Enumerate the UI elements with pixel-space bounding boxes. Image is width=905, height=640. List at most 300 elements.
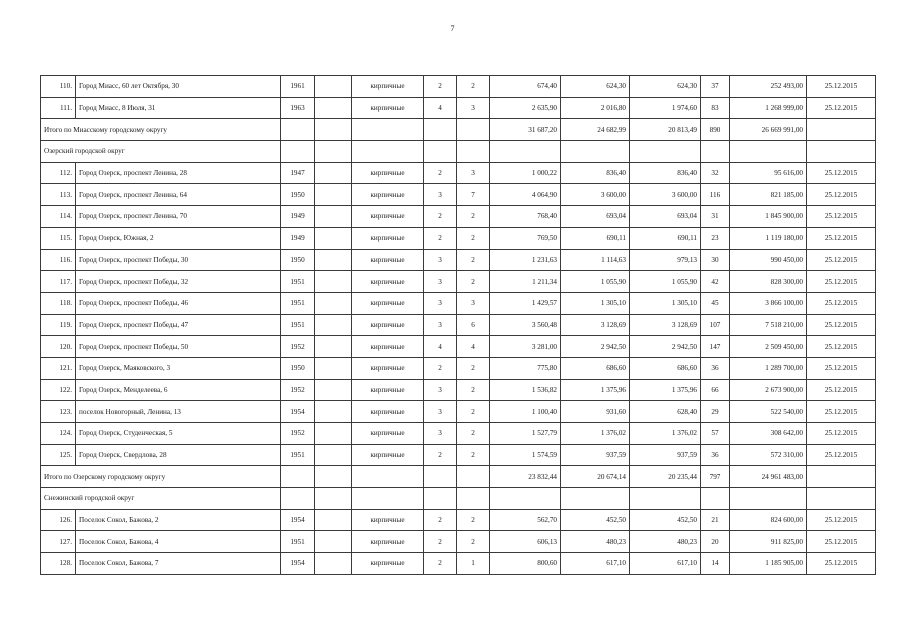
entrances-cell: 6: [457, 314, 490, 336]
material-cell: кирпичные: [352, 292, 424, 314]
date-cell: 25.12.2015: [807, 206, 876, 228]
year-cell: 1952: [281, 423, 315, 445]
date-cell: 25.12.2015: [807, 531, 876, 553]
date-cell: 25.12.2015: [807, 553, 876, 575]
cost-cell: 821 185,00: [730, 184, 807, 206]
material-cell: кирпичные: [352, 336, 424, 358]
blank-cell: [315, 119, 352, 141]
total-area-cell: 1 574,59: [490, 444, 561, 466]
area-b-cell: 1 974,60: [630, 97, 701, 119]
blank-cell: [490, 141, 561, 163]
area-b-cell: 979,13: [630, 249, 701, 271]
blank-cell: [457, 466, 490, 488]
area-b-cell: 3 600,00: [630, 184, 701, 206]
address-cell: Город Озерск, проспект Ленина, 70: [76, 206, 281, 228]
entrances-cell: 2: [457, 271, 490, 293]
date-cell: 25.12.2015: [807, 401, 876, 423]
area-a-cell: 1 055,90: [561, 271, 630, 293]
residents-cell: 23: [701, 227, 730, 249]
year-cell: 1950: [281, 184, 315, 206]
area-a-cell: 3 128,69: [561, 314, 630, 336]
address-cell: Город Миасс, 8 Июля, 31: [76, 97, 281, 119]
year-cell: 1949: [281, 206, 315, 228]
blank-cell: [315, 466, 352, 488]
area-b-cell: 20 813,49: [630, 119, 701, 141]
residents-cell: 21: [701, 509, 730, 531]
area-a-cell: 624,30: [561, 76, 630, 98]
housing-register-table: [40, 75, 876, 575]
total-area-cell: 1 429,57: [490, 292, 561, 314]
cost-cell: 828 300,00: [730, 271, 807, 293]
year-cell: 1952: [281, 336, 315, 358]
residents-cell: 107: [701, 314, 730, 336]
residents-cell: 45: [701, 292, 730, 314]
total-area-cell: 1 527,79: [490, 423, 561, 445]
material-cell: кирпичные: [352, 553, 424, 575]
blank-cell: [730, 488, 807, 510]
area-a-cell: 1 305,10: [561, 292, 630, 314]
blank-cell: [807, 488, 876, 510]
floors-cell: 2: [424, 553, 457, 575]
total-area-cell: 23 832,44: [490, 466, 561, 488]
residents-cell: 30: [701, 249, 730, 271]
year-cell: 1947: [281, 162, 315, 184]
blank-cell: [424, 119, 457, 141]
material-cell: кирпичные: [352, 531, 424, 553]
total-area-cell: 1 536,82: [490, 379, 561, 401]
residents-cell: 83: [701, 97, 730, 119]
area-a-cell: 686,60: [561, 357, 630, 379]
blank-cell: [281, 119, 315, 141]
material-cell: кирпичные: [352, 423, 424, 445]
year-cell: 1950: [281, 357, 315, 379]
district-heading: Озерский городской округ: [41, 141, 281, 163]
table-row: [41, 76, 876, 98]
year-cell: 1951: [281, 531, 315, 553]
blank-cell: [352, 488, 424, 510]
table-row: [41, 357, 876, 379]
row-number: 124.: [41, 423, 76, 445]
blank-cell: [315, 97, 352, 119]
table-row: [41, 292, 876, 314]
address-cell: Город Озерск, проспект Победы, 30: [76, 249, 281, 271]
address-cell: Поселок Сокол, Бажова, 2: [76, 509, 281, 531]
area-a-cell: 836,40: [561, 162, 630, 184]
area-b-cell: 686,60: [630, 357, 701, 379]
cost-cell: 1 268 999,00: [730, 97, 807, 119]
year-cell: 1963: [281, 97, 315, 119]
date-cell: 25.12.2015: [807, 423, 876, 445]
floors-cell: 3: [424, 249, 457, 271]
area-b-cell: 1 305,10: [630, 292, 701, 314]
area-b-cell: 2 942,50: [630, 336, 701, 358]
area-b-cell: 20 235,44: [630, 466, 701, 488]
cost-cell: 522 540,00: [730, 401, 807, 423]
area-a-cell: 24 682,99: [561, 119, 630, 141]
floors-cell: 3: [424, 314, 457, 336]
cost-cell: 2 509 450,00: [730, 336, 807, 358]
address-cell: Город Озерск, проспект Победы, 47: [76, 314, 281, 336]
entrances-cell: 2: [457, 379, 490, 401]
blank-cell: [352, 119, 424, 141]
district-heading: Снежинский городской округ: [41, 488, 281, 510]
floors-cell: 2: [424, 531, 457, 553]
residents-cell: 36: [701, 357, 730, 379]
blank-cell: [630, 488, 701, 510]
residents-cell: 37: [701, 76, 730, 98]
area-b-cell: 690,11: [630, 227, 701, 249]
floors-cell: 2: [424, 444, 457, 466]
date-cell: 25.12.2015: [807, 444, 876, 466]
floors-cell: 2: [424, 76, 457, 98]
year-cell: 1952: [281, 379, 315, 401]
row-number: 112.: [41, 162, 76, 184]
blank-cell: [315, 249, 352, 271]
subtotal-label: Итого по Миасскому городскому округу: [41, 119, 281, 141]
cost-cell: 1 119 180,00: [730, 227, 807, 249]
residents-cell: 66: [701, 379, 730, 401]
year-cell: 1949: [281, 227, 315, 249]
address-cell: Город Озерск, Свердлова, 28: [76, 444, 281, 466]
floors-cell: 2: [424, 357, 457, 379]
residents-cell: 42: [701, 271, 730, 293]
year-cell: 1950: [281, 249, 315, 271]
table-row: [41, 531, 876, 553]
blank-cell: [315, 76, 352, 98]
area-b-cell: 1 375,96: [630, 379, 701, 401]
total-area-cell: 769,50: [490, 227, 561, 249]
entrances-cell: 7: [457, 184, 490, 206]
row-number: 126.: [41, 509, 76, 531]
area-a-cell: 452,50: [561, 509, 630, 531]
address-cell: Город Миасс, 60 лет Октября, 30: [76, 76, 281, 98]
material-cell: кирпичные: [352, 97, 424, 119]
floors-cell: 2: [424, 227, 457, 249]
entrances-cell: 2: [457, 357, 490, 379]
residents-cell: 32: [701, 162, 730, 184]
address-cell: Город Озерск, проспект Ленина, 28: [76, 162, 281, 184]
area-a-cell: 1 375,96: [561, 379, 630, 401]
total-area-cell: 768,40: [490, 206, 561, 228]
year-cell: 1961: [281, 76, 315, 98]
floors-cell: 3: [424, 401, 457, 423]
table-row: [41, 249, 876, 271]
residents-cell: 57: [701, 423, 730, 445]
material-cell: кирпичные: [352, 227, 424, 249]
total-area-cell: 775,80: [490, 357, 561, 379]
total-area-cell: 606,13: [490, 531, 561, 553]
year-cell: 1954: [281, 509, 315, 531]
table-row: [41, 227, 876, 249]
table-row: [41, 509, 876, 531]
cost-cell: 26 669 991,00: [730, 119, 807, 141]
address-cell: Город Озерск, Студенческая, 5: [76, 423, 281, 445]
area-b-cell: 628,40: [630, 401, 701, 423]
cost-cell: 2 673 900,00: [730, 379, 807, 401]
blank-cell: [315, 553, 352, 575]
total-area-cell: 3 560,48: [490, 314, 561, 336]
area-a-cell: 693,04: [561, 206, 630, 228]
area-a-cell: 20 674,14: [561, 466, 630, 488]
blank-cell: [281, 141, 315, 163]
residents-cell: 147: [701, 336, 730, 358]
entrances-cell: 3: [457, 97, 490, 119]
blank-cell: [315, 227, 352, 249]
row-number: 120.: [41, 336, 76, 358]
row-number: 123.: [41, 401, 76, 423]
cost-cell: 1 185 905,00: [730, 553, 807, 575]
blank-cell: [315, 184, 352, 206]
row-number: 110.: [41, 76, 76, 98]
floors-cell: 3: [424, 271, 457, 293]
material-cell: кирпичные: [352, 509, 424, 531]
total-area-cell: 1 100,40: [490, 401, 561, 423]
cost-cell: 911 825,00: [730, 531, 807, 553]
blank-cell: [315, 162, 352, 184]
row-number: 125.: [41, 444, 76, 466]
blank-cell: [315, 509, 352, 531]
cost-cell: 308 642,00: [730, 423, 807, 445]
entrances-cell: 2: [457, 401, 490, 423]
blank-cell: [315, 444, 352, 466]
entrances-cell: 4: [457, 336, 490, 358]
address-cell: Город Озерск, проспект Победы, 46: [76, 292, 281, 314]
row-number: 116.: [41, 249, 76, 271]
floors-cell: 2: [424, 206, 457, 228]
residents-cell: 797: [701, 466, 730, 488]
address-cell: Город Озерск, Маяковского, 3: [76, 357, 281, 379]
residents-cell: 36: [701, 444, 730, 466]
address-cell: Город Озерск, проспект Ленина, 64: [76, 184, 281, 206]
date-cell: 25.12.2015: [807, 379, 876, 401]
date-cell: 25.12.2015: [807, 271, 876, 293]
material-cell: кирпичные: [352, 76, 424, 98]
blank-cell: [315, 141, 352, 163]
residents-cell: 116: [701, 184, 730, 206]
material-cell: кирпичные: [352, 401, 424, 423]
floors-cell: 4: [424, 97, 457, 119]
date-cell: 25.12.2015: [807, 509, 876, 531]
blank-cell: [424, 141, 457, 163]
row-number: 121.: [41, 357, 76, 379]
year-cell: 1954: [281, 401, 315, 423]
table-row: [41, 401, 876, 423]
entrances-cell: 2: [457, 531, 490, 553]
blank-cell: [701, 141, 730, 163]
blank-cell: [315, 423, 352, 445]
table-row: [41, 206, 876, 228]
blank-cell: [457, 119, 490, 141]
area-b-cell: 617,10: [630, 553, 701, 575]
subtotal-row: [41, 466, 876, 488]
row-number: 128.: [41, 553, 76, 575]
entrances-cell: 2: [457, 249, 490, 271]
cost-cell: 1 289 700,00: [730, 357, 807, 379]
address-cell: Поселок Сокол, Бажова, 4: [76, 531, 281, 553]
area-a-cell: 2 016,80: [561, 97, 630, 119]
area-a-cell: 690,11: [561, 227, 630, 249]
blank-cell: [457, 141, 490, 163]
table-row: [41, 184, 876, 206]
entrances-cell: 1: [457, 553, 490, 575]
area-a-cell: 480,23: [561, 531, 630, 553]
row-number: 127.: [41, 531, 76, 553]
cost-cell: 572 310,00: [730, 444, 807, 466]
area-b-cell: 3 128,69: [630, 314, 701, 336]
floors-cell: 2: [424, 162, 457, 184]
row-number: 113.: [41, 184, 76, 206]
material-cell: кирпичные: [352, 162, 424, 184]
area-b-cell: 1 055,90: [630, 271, 701, 293]
table-row: [41, 162, 876, 184]
residents-cell: 14: [701, 553, 730, 575]
blank-cell: [807, 141, 876, 163]
address-cell: поселок Новогорный, Ленина, 13: [76, 401, 281, 423]
total-area-cell: 562,70: [490, 509, 561, 531]
entrances-cell: 3: [457, 162, 490, 184]
area-b-cell: 624,30: [630, 76, 701, 98]
page-number: 7: [450, 24, 455, 33]
material-cell: кирпичные: [352, 444, 424, 466]
total-area-cell: 1 211,34: [490, 271, 561, 293]
blank-cell: [490, 488, 561, 510]
row-number: 122.: [41, 379, 76, 401]
address-cell: Город Озерск, Южная, 2: [76, 227, 281, 249]
cost-cell: 990 450,00: [730, 249, 807, 271]
table-row: [41, 553, 876, 575]
total-area-cell: 4 064,90: [490, 184, 561, 206]
date-cell: 25.12.2015: [807, 184, 876, 206]
material-cell: кирпичные: [352, 357, 424, 379]
area-b-cell: 693,04: [630, 206, 701, 228]
material-cell: кирпичные: [352, 379, 424, 401]
floors-cell: 3: [424, 292, 457, 314]
blank-cell: [281, 488, 315, 510]
row-number: 119.: [41, 314, 76, 336]
entrances-cell: 2: [457, 423, 490, 445]
floors-cell: 2: [424, 509, 457, 531]
subtotal-row: [41, 119, 876, 141]
cost-cell: 3 866 100,00: [730, 292, 807, 314]
residents-cell: 31: [701, 206, 730, 228]
material-cell: кирпичные: [352, 206, 424, 228]
row-number: 118.: [41, 292, 76, 314]
blank-cell: [701, 488, 730, 510]
blank-cell: [630, 141, 701, 163]
residents-cell: 20: [701, 531, 730, 553]
entrances-cell: 2: [457, 206, 490, 228]
row-number: 115.: [41, 227, 76, 249]
blank-cell: [730, 141, 807, 163]
date-cell: 25.12.2015: [807, 97, 876, 119]
address-cell: Город Озерск, проспект Победы, 32: [76, 271, 281, 293]
area-a-cell: 931,60: [561, 401, 630, 423]
date-cell: 25.12.2015: [807, 292, 876, 314]
cost-cell: 824 600,00: [730, 509, 807, 531]
blank-cell: [281, 466, 315, 488]
subtotal-label: Итого по Озерскому городскому округу: [41, 466, 281, 488]
material-cell: кирпичные: [352, 271, 424, 293]
blank-cell: [424, 488, 457, 510]
area-b-cell: 836,40: [630, 162, 701, 184]
date-cell: 25.12.2015: [807, 314, 876, 336]
blank-cell: [315, 379, 352, 401]
cost-cell: 24 961 483,00: [730, 466, 807, 488]
table-row: [41, 336, 876, 358]
entrances-cell: 2: [457, 227, 490, 249]
date-cell: 25.12.2015: [807, 357, 876, 379]
table-row: [41, 379, 876, 401]
area-a-cell: 2 942,50: [561, 336, 630, 358]
cost-cell: 252 493,00: [730, 76, 807, 98]
blank-cell: [561, 488, 630, 510]
total-area-cell: 2 635,90: [490, 97, 561, 119]
material-cell: кирпичные: [352, 249, 424, 271]
table-row: [41, 423, 876, 445]
row-number: 111.: [41, 97, 76, 119]
total-area-cell: 1 000,22: [490, 162, 561, 184]
district-header-row: [41, 488, 876, 510]
area-a-cell: 1 114,63: [561, 249, 630, 271]
floors-cell: 3: [424, 379, 457, 401]
floors-cell: 3: [424, 423, 457, 445]
total-area-cell: 1 231,63: [490, 249, 561, 271]
blank-cell: [424, 466, 457, 488]
material-cell: кирпичные: [352, 184, 424, 206]
floors-cell: 3: [424, 184, 457, 206]
blank-cell: [352, 141, 424, 163]
blank-cell: [315, 357, 352, 379]
row-number: 117.: [41, 271, 76, 293]
table-row: [41, 314, 876, 336]
address-cell: Город Озерск, Менделеева, 6: [76, 379, 281, 401]
blank-cell: [352, 466, 424, 488]
blank-cell: [315, 488, 352, 510]
blank-cell: [807, 119, 876, 141]
blank-cell: [457, 488, 490, 510]
row-number: 114.: [41, 206, 76, 228]
blank-cell: [315, 401, 352, 423]
blank-cell: [315, 531, 352, 553]
date-cell: 25.12.2015: [807, 227, 876, 249]
entrances-cell: 2: [457, 76, 490, 98]
table-row: [41, 271, 876, 293]
blank-cell: [315, 206, 352, 228]
total-area-cell: 31 687,20: [490, 119, 561, 141]
area-a-cell: 617,10: [561, 553, 630, 575]
blank-cell: [561, 141, 630, 163]
table-row: [41, 444, 876, 466]
area-a-cell: 3 600,00: [561, 184, 630, 206]
blank-cell: [315, 292, 352, 314]
total-area-cell: 800,60: [490, 553, 561, 575]
table-row: [41, 97, 876, 119]
entrances-cell: 2: [457, 444, 490, 466]
area-b-cell: 452,50: [630, 509, 701, 531]
cost-cell: 1 845 900,00: [730, 206, 807, 228]
date-cell: 25.12.2015: [807, 249, 876, 271]
district-header-row: [41, 141, 876, 163]
area-b-cell: 1 376,02: [630, 423, 701, 445]
residents-cell: 29: [701, 401, 730, 423]
year-cell: 1954: [281, 553, 315, 575]
cost-cell: 7 518 210,00: [730, 314, 807, 336]
area-a-cell: 1 376,02: [561, 423, 630, 445]
address-cell: Город Озерск, проспект Победы, 50: [76, 336, 281, 358]
address-cell: Поселок Сокол, Бажова, 7: [76, 553, 281, 575]
date-cell: 25.12.2015: [807, 76, 876, 98]
year-cell: 1951: [281, 271, 315, 293]
